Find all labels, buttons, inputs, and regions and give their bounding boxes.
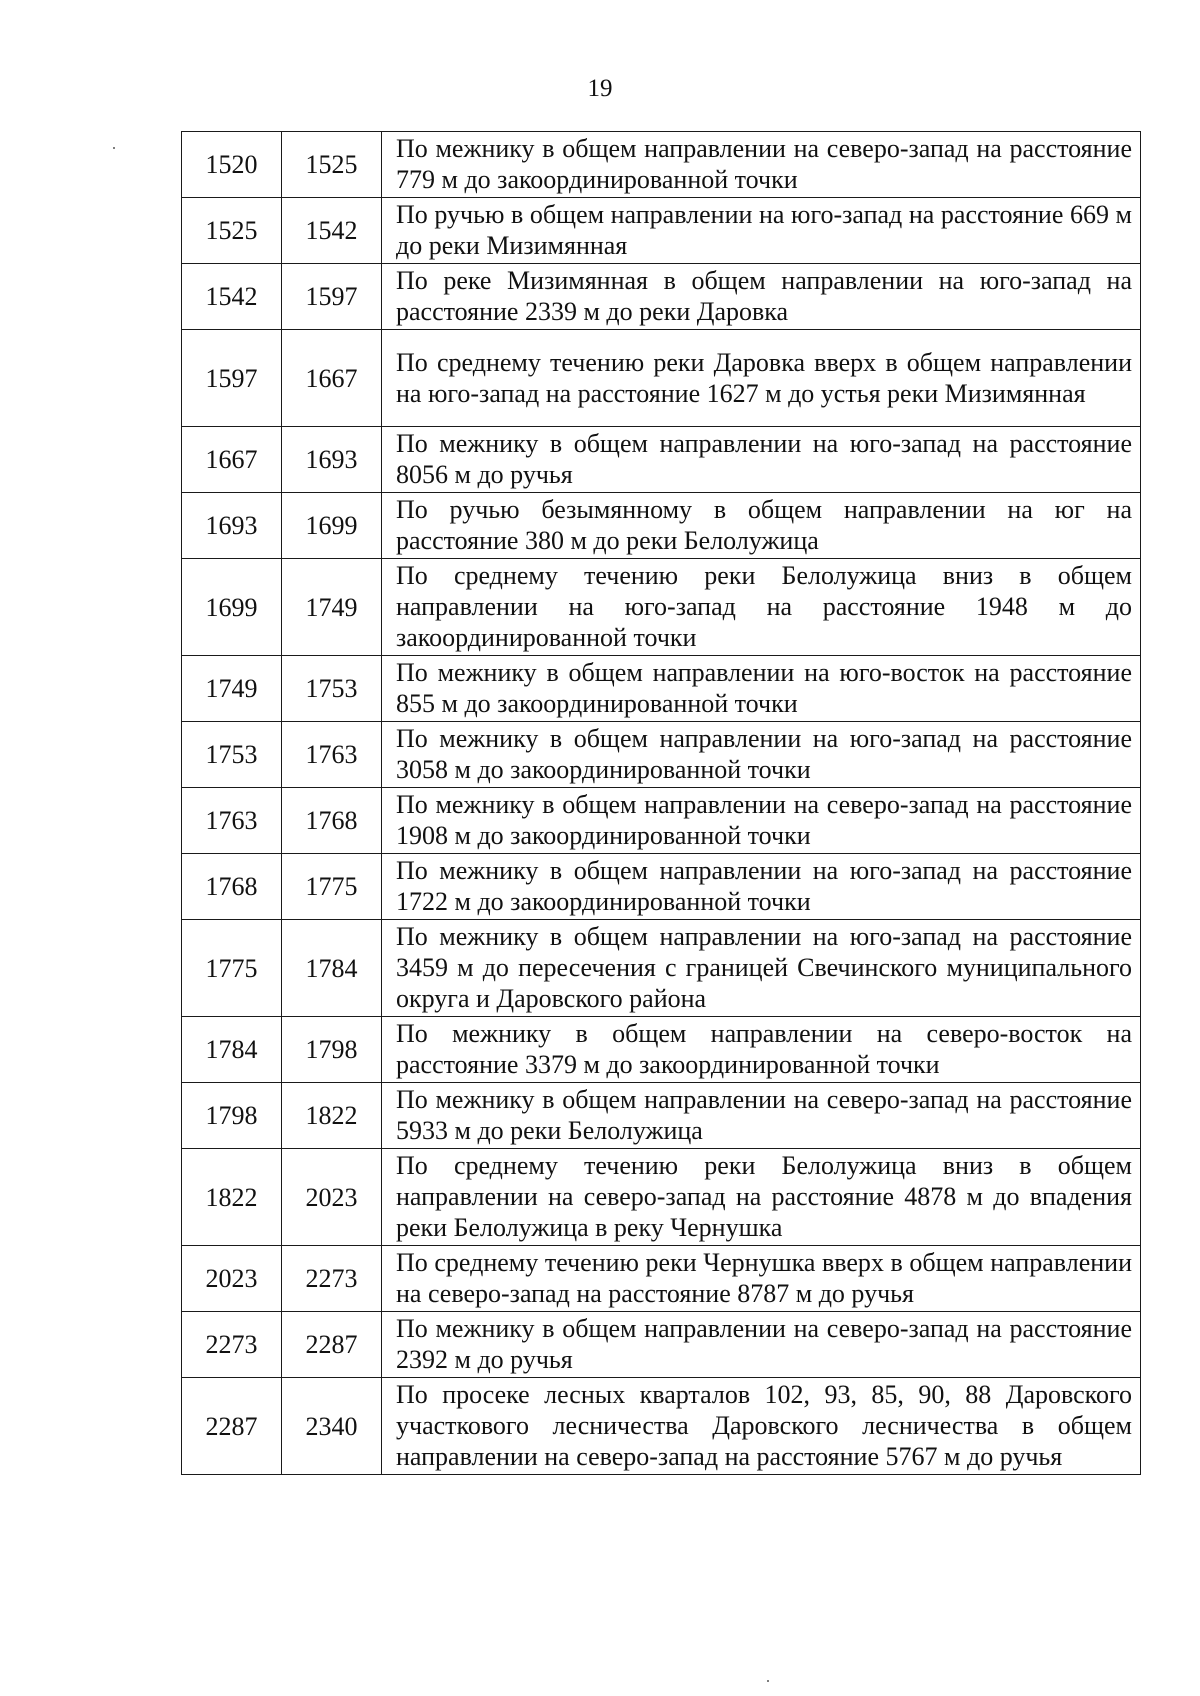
table-row xyxy=(182,722,1141,788)
to-point-cell: 2273 xyxy=(282,1246,382,1312)
table-row xyxy=(182,132,1141,198)
route-description-cell: По межнику в общем направлении на юго-запад на расстояние 1722 м до закоординированной точки xyxy=(382,854,1141,920)
to-point-cell: 1768 xyxy=(282,788,382,854)
table-row xyxy=(182,920,1141,1017)
route-description-cell: По межнику в общем направлении на юго-запад на расстояние 3058 м до закоординированной точки xyxy=(382,722,1141,788)
scan-speck xyxy=(767,1680,769,1682)
to-point-cell: 1822 xyxy=(282,1083,382,1149)
table-row xyxy=(182,1312,1141,1378)
route-description-cell: По межнику в общем направлении на северо-восток на расстояние 3379 м до закоординированной точки xyxy=(382,1017,1141,1083)
route-description-cell: По межнику в общем направлении на северо-запад на расстояние 5933 м до реки Белолужица xyxy=(382,1083,1141,1149)
page-number: 19 xyxy=(587,75,613,102)
from-point-cell: 1822 xyxy=(182,1149,282,1246)
table-row xyxy=(182,1246,1141,1312)
route-description-cell: По ручью безымянному в общем направлении на юг на расстояние 380 м до реки Белолужица xyxy=(382,493,1141,559)
from-point-cell: 1699 xyxy=(182,559,282,656)
table-body xyxy=(182,132,1141,1475)
to-point-cell: 2287 xyxy=(282,1312,382,1378)
to-point-cell: 1798 xyxy=(282,1017,382,1083)
to-point-cell: 1753 xyxy=(282,656,382,722)
from-point-cell: 1775 xyxy=(182,920,282,1017)
route-description-cell: По просеке лесных кварталов 102, 93, 85, 90, 88 Даровского участкового лесничества Даровского лесничества в общем направлении на северо-запад на расстояние 5767 м до ручья xyxy=(382,1378,1141,1475)
table-row xyxy=(182,559,1141,656)
to-point-cell: 1542 xyxy=(282,198,382,264)
table-row xyxy=(182,1017,1141,1083)
table-row xyxy=(182,330,1141,427)
from-point-cell: 2023 xyxy=(182,1246,282,1312)
table-row xyxy=(182,788,1141,854)
to-point-cell: 1775 xyxy=(282,854,382,920)
table-row xyxy=(182,854,1141,920)
table-row xyxy=(182,1083,1141,1149)
route-description-cell: По среднему течению реки Даровка вверх в общем направлении на юго-запад на расстояние 1627 м до устья реки Мизимянная xyxy=(382,330,1141,427)
table-row xyxy=(182,427,1141,493)
from-point-cell: 1798 xyxy=(182,1083,282,1149)
from-point-cell: 1693 xyxy=(182,493,282,559)
route-description-cell: По межнику в общем направлении на северо-запад на расстояние 2392 м до ручья xyxy=(382,1312,1141,1378)
to-point-cell: 1763 xyxy=(282,722,382,788)
from-point-cell: 1525 xyxy=(182,198,282,264)
route-description-cell: По межнику в общем направлении на юго-восток на расстояние 855 м до закоординированной точки xyxy=(382,656,1141,722)
route-description-cell: По реке Мизимянная в общем направлении на юго-запад на расстояние 2339 м до реки Даровка xyxy=(382,264,1141,330)
table-row xyxy=(182,1149,1141,1246)
table-row xyxy=(182,656,1141,722)
route-description-cell: По межнику в общем направлении на северо-запад на расстояние 779 м до закоординированной точки xyxy=(382,132,1141,198)
route-description-cell: По ручью в общем направлении на юго-запад на расстояние 669 м до реки Мизимянная xyxy=(382,198,1141,264)
table-row xyxy=(182,264,1141,330)
from-point-cell: 1542 xyxy=(182,264,282,330)
table-row xyxy=(182,493,1141,559)
from-point-cell: 2273 xyxy=(182,1312,282,1378)
from-point-cell: 2287 xyxy=(182,1378,282,1475)
route-description-cell: По межнику в общем направлении на юго-запад на расстояние 8056 м до ручья xyxy=(382,427,1141,493)
scan-speck xyxy=(113,147,115,149)
table-row xyxy=(182,1378,1141,1475)
from-point-cell: 1597 xyxy=(182,330,282,427)
to-point-cell: 1525 xyxy=(282,132,382,198)
from-point-cell: 1749 xyxy=(182,656,282,722)
to-point-cell: 2340 xyxy=(282,1378,382,1475)
boundary-description-table xyxy=(181,131,1141,1475)
to-point-cell: 2023 xyxy=(282,1149,382,1246)
route-description-cell: По межнику в общем направлении на северо-запад на расстояние 1908 м до закоординированной точки xyxy=(382,788,1141,854)
route-description-cell: По среднему течению реки Белолужица вниз в общем направлении на северо-запад на расстояние 4878 м до впадения реки Белолужица в реку Чернушка xyxy=(382,1149,1141,1246)
from-point-cell: 1667 xyxy=(182,427,282,493)
to-point-cell: 1693 xyxy=(282,427,382,493)
to-point-cell: 1667 xyxy=(282,330,382,427)
from-point-cell: 1763 xyxy=(182,788,282,854)
from-point-cell: 1768 xyxy=(182,854,282,920)
route-description-cell: По межнику в общем направлении на юго-запад на расстояние 3459 м до пересечения с границей Свечинского муниципального округа и Даровского района xyxy=(382,920,1141,1017)
to-point-cell: 1749 xyxy=(282,559,382,656)
route-description-cell: По среднему течению реки Чернушка вверх в общем направлении на северо-запад на расстояние 8787 м до ручья xyxy=(382,1246,1141,1312)
table-row xyxy=(182,198,1141,264)
from-point-cell: 1784 xyxy=(182,1017,282,1083)
to-point-cell: 1699 xyxy=(282,493,382,559)
route-description-cell: По среднему течению реки Белолужица вниз в общем направлении на юго-запад на расстояние 1948 м до закоординированной точки xyxy=(382,559,1141,656)
from-point-cell: 1520 xyxy=(182,132,282,198)
from-point-cell: 1753 xyxy=(182,722,282,788)
to-point-cell: 1597 xyxy=(282,264,382,330)
to-point-cell: 1784 xyxy=(282,920,382,1017)
